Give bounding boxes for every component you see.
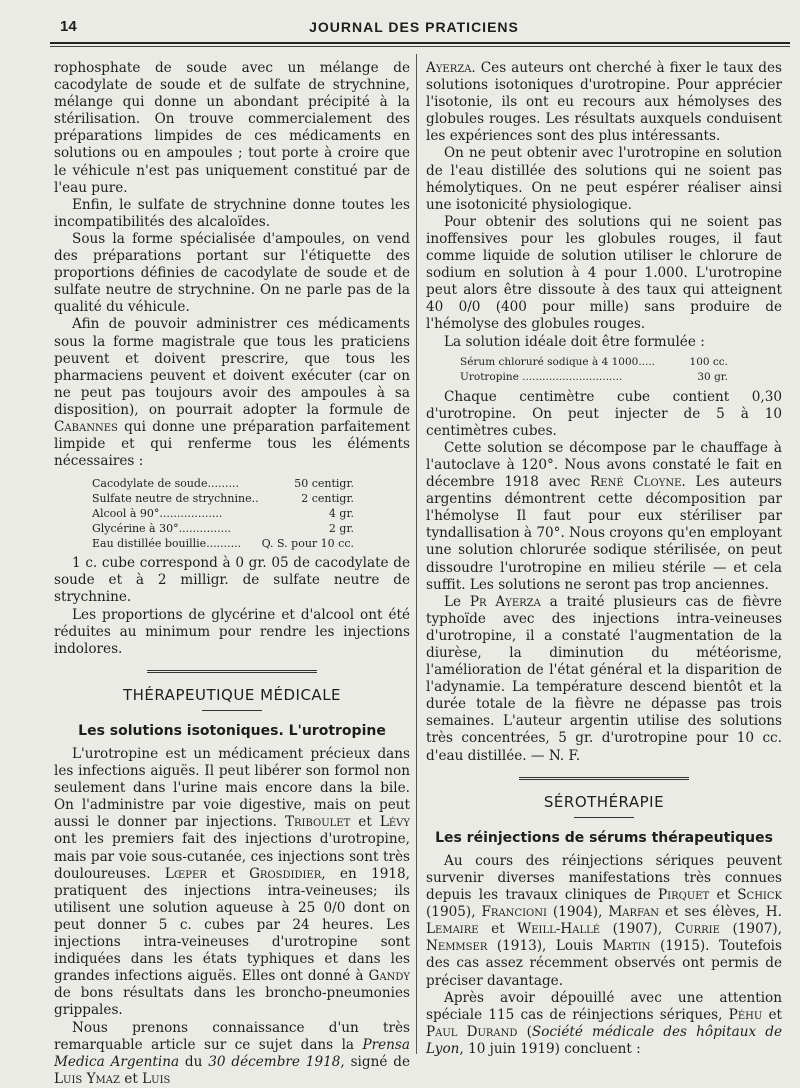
formula-row: Urotropine .............................. 30 gr. <box>460 370 728 383</box>
journal-title: JOURNAL DES PRATICIENS <box>309 19 519 35</box>
paragraph: Chaque centimètre cube contient 0,30 d'urotropine. On peut injecter de 5 à 10 centimètres cubes. <box>426 388 782 439</box>
paragraph: Au cours des réinjections sériques peuvent survenir diverses manifestations très connues depuis les travaux cliniques de Pirquet et Schick (1905), Francioni (1904), Marfan et ses élèves, H. Lemaire et Weill-Hallé (1907), Currie (1907), Nemmser (1913), Louis Martin (1915). Toutefois des cas assez récemment observés ont permis de préciser davantage. <box>426 852 782 989</box>
header-rule-thin <box>50 46 790 47</box>
paragraph: La solution idéale doit être formulée : <box>444 333 705 350</box>
section-rule-short <box>574 817 634 818</box>
paragraph-urotropine-2: Nous prenons connaissance d'un très remarquable article sur ce sujet dans la Prensa Medica Argentina du 30 décembre 1918, signé de Luis Ymaz et Luis <box>54 1019 410 1087</box>
paragraph: Sous la forme spécialisée d'ampoules, on vend des préparations portant sur l'étiquette des proportions définies de cacodylate de soude et de sulfate neutre de strychnine. On ne parle pas de la qualité du véhicule. <box>54 230 410 316</box>
author-name: Cabannes <box>54 418 118 435</box>
paragraph: On ne peut obtenir avec l'urotropine en solution de l'eau distillée des solutions qui ne soient pas hémolytiques. On ne peut espérer réaliser ainsi une isotonicité physiologique. <box>426 145 782 213</box>
paragraph-urotropine-1: L'urotropine est un médicament précieux dans les infections aiguës. Il peut libérer son formol non seulement dans l'urine mais encore dans la bile. On l'administre par voie digestive, mais on peut aussi le donner par injections. Triboulet et Lévy ont les premiers fait des injections d'urotropine, mais par voie sous-cutanée, ces injections sont très douloureuses. Lœper et Grosdidier, en 1918, pratiquent des injections intra-veineuses; ils utilisent une solution aqueuse à 25 0/0 dont on peut donner 5 c. cubes par 24 heures. Les injections intra-veineuses d'urotropine sont indiquées dans les états typhiques et dans les grandes infections aiguës. Elles ont donné à Gandy de bons résultats dans les broncho-pneumonies grippales. <box>54 746 410 1019</box>
paragraph: rophosphate de soude avec un mélange de cacodylate de soude et de sulfate de strychnine, mélange qui donne un abondant précipité à la stérilisation. On trouve commercialement des préparations limpides de ces médicaments en solutions ou en ampoules ; tout porte à croire que le véhicule n'est pas uniquement constitué par de l'eau pure. <box>54 60 410 196</box>
formula-row: Glycérine à 30°............... 2 gr. <box>92 522 354 536</box>
section-rule <box>147 670 317 673</box>
header-rule <box>50 42 790 44</box>
formula-row: Eau distillée bouillie.......... Q. S. pour 10 cc. <box>92 537 354 551</box>
page-header <box>44 14 784 38</box>
paragraph: Enfin, le sulfate de strychnine donne toutes les incompatibilités des alcaloïdes. <box>54 196 410 230</box>
formula-row: Cacodylate de soude......... 50 centigr. <box>92 477 354 491</box>
section-rule-short <box>202 710 262 711</box>
formula-row: Alcool à 90°.................. 4 gr. <box>92 507 354 521</box>
paragraph: Cette solution se décompose par le chauffage à l'autoclave à 120°. Nous avons constaté le fait en décembre 1918 avec René Cloyne. Les auteurs argentins démontrent cette décomposition par l'hémolyse Il faut pour eux stériliser par tyndallisation à 70°. Nous croyons qu'en employant une solution chlorurée sodique stérilisée, on peut dissoudre l'urotropine en milieu stérile — et cela suffit. Les solutions ne seront pas trop anciennes. <box>426 439 782 593</box>
section-title-serotherapie: SÉROTHÉRAPIE <box>543 792 665 811</box>
page-number: 14 <box>60 18 77 35</box>
paragraph: Le Pr Ayerza a traité plusieurs cas de fièvre typhoïde avec des injections intra-veineuses d'urotropine, il a constaté l'augmentation de la diurèse, la diminution du météorisme, l'amélioration de l'état général et la disparition de l'adynamie. La température descend bientôt et la durée totale de la fièvre ne dépasse pas trois semaines. L'auteur argentin utilise des solutions très concentrées, 5 gr. d'urotropine pour 10 cc. d'eau distillée. — N. F. <box>426 593 782 764</box>
paragraph: Les proportions de glycérine et d'alcool ont été réduites au minimum pour rendre les injections indolores. <box>54 606 410 657</box>
left-column <box>54 60 410 1088</box>
paragraph: 1 c. cube correspond à 0 gr. 05 de cacodylate de soude et à 2 milligr. de sulfate neutre de strychnine. <box>54 555 410 606</box>
right-column <box>426 60 782 1058</box>
section-rule <box>519 777 689 780</box>
formula-row: Sulfate neutre de strychnine.. 2 centigr. <box>92 492 354 506</box>
formula-urotropine <box>460 355 782 385</box>
paragraph: Après avoir dépouillé avec une attention spéciale 115 cas de réinjections sériques, Péhu et Paul Durand (Société médicale des hôpitaux de Lyon, 10 juin 1919) concluent : <box>426 989 783 1057</box>
paragraph: Ayerza. Ces auteurs ont cherché à fixer le taux des solutions isotoniques d'urotropine. Pour apprécier l'isotonie, ils ont eu recours aux hémolyses des globules rouges. Les résultats auxquels conduisent les expériences sont des plus intéressants. <box>426 60 782 145</box>
article-title-urotropine: Les solutions isotoniques. L'urotropine <box>78 722 386 739</box>
article-title-reinjections: Les réinjections de sérums thérapeutiques <box>435 829 773 846</box>
formula-row: Sérum chloruré sodique à 4 1000..... 100 cc. <box>460 355 728 368</box>
formula-cacodylate <box>92 476 410 551</box>
paragraph-cabannes: Afin de pouvoir administrer ces médicaments sous la forme magistrale que tous les praticiens peuvent et doivent prescrire, que tous les pharmaciens peuvent et doivent exécuter (car on ne peut pas toujours avoir des ampoules à sa disposition), on pourrait adopter la formule de Cabannes qui donne une préparation parfaitement limpide et qui renferme tous les éléments nécessaires : <box>54 316 410 470</box>
section-title-therapeutique: THÉRAPEUTIQUE MÉDICALE <box>122 685 342 704</box>
column-divider <box>416 54 417 1054</box>
paragraph: Pour obtenir des solutions qui ne soient pas inoffensives pour les globules rouges, il faut comme liquide de solution utiliser le chlorure de sodium en solution à 4 pour 1.000. L'urotropine peut alors être dissoute à des taux qui atteignent 40 0/0 (400 pour mille) sans produire de l'hémolyse des globules rouges. <box>426 213 782 333</box>
